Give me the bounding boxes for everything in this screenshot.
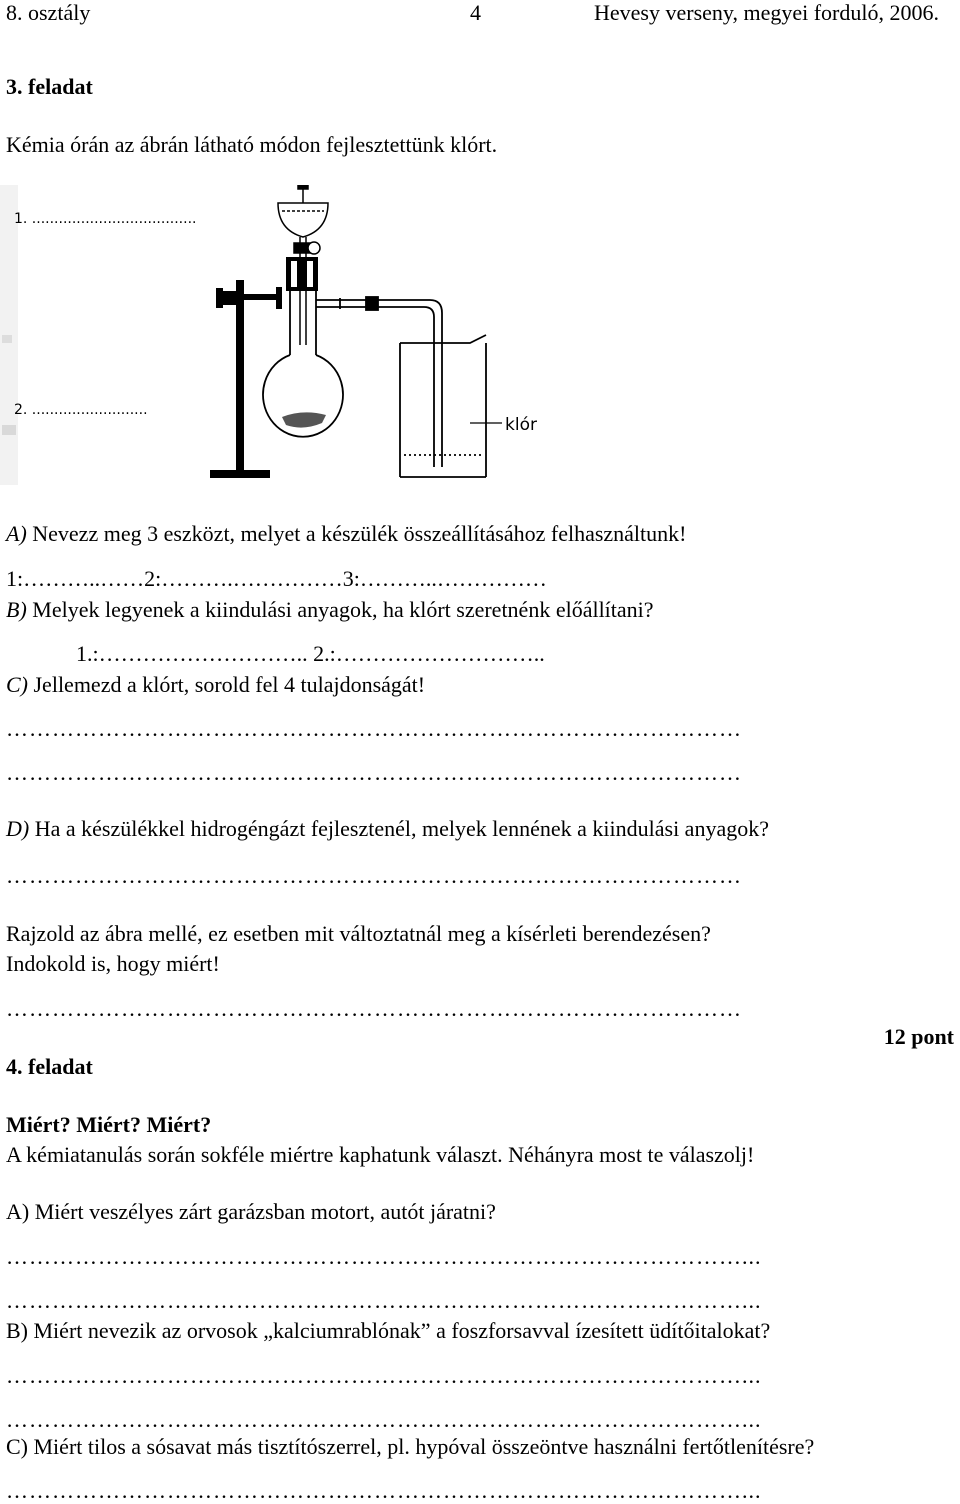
task3-answer-a[interactable]: 1:………..……2:……….……………3:………..……………: [6, 566, 547, 591]
task3-question-d: [6, 816, 769, 842]
task3-answer-b[interactable]: 1.:……………………….. 2.:………………………..: [76, 641, 545, 666]
task4-question-c: [6, 1434, 814, 1460]
letter-a: A): [6, 1199, 30, 1224]
question-a-text: Nevezz meg 3 eszközt, melyet a készülék összeállításához felhasználtunk!: [26, 521, 687, 546]
apparatus-figure: [0, 185, 560, 490]
ring-stand: [210, 280, 282, 478]
task4-question-b: [6, 1318, 770, 1344]
letter-a: A): [6, 521, 27, 546]
task3-points: 12 pont: [883, 1024, 954, 1049]
task3-justify-instruction: Indokold is, hogy miért!: [6, 951, 220, 976]
task3-draw-instruction: Rajzold az ábra mellé, ez esetben mit változtatnál meg a kísérleti berendezésen?: [6, 921, 711, 946]
rubber-stopper: [286, 257, 318, 291]
letter-c: C): [6, 672, 28, 697]
letter-b: B): [6, 1318, 28, 1343]
question-d-text: Ha a készülékkel hidrogéngázt fejlesztenél, melyek lennének a kiindulási anyagok?: [29, 816, 769, 841]
task4-answer-a-line-1[interactable]: ……………………………………………………………………………………...: [6, 1244, 762, 1269]
figure-gas-label: klór: [505, 415, 537, 435]
gas-jar: [400, 335, 486, 477]
question-b-text: Miért nevezik az orvosok „kalciumrablónak” a foszforsavval ízesített üdítőitalokat?: [28, 1318, 771, 1343]
task4-question-a: [6, 1199, 496, 1225]
figure-label-1: 1. .....................................: [14, 211, 197, 227]
task4-answer-b-line-1[interactable]: ……………………………………………………………………………………...: [6, 1363, 762, 1388]
question-c-text: Jellemezd a klórt, sorold fel 4 tulajdonságát!: [28, 672, 426, 697]
task3-answer-d-line[interactable]: ……………………………………………………………………………………: [6, 863, 742, 888]
task3-question-c: [6, 672, 425, 698]
question-c-text: Miért tilos a sósavat más tisztítószerrel, pl. hypóval összeöntve használni fertőtlenítésre?: [28, 1434, 815, 1459]
task3-intro: Kémia órán az ábrán látható módon fejlesztettünk klórt.: [6, 132, 498, 157]
task4-title: 4. feladat: [6, 1054, 93, 1079]
letter-c: C): [6, 1434, 28, 1459]
header-class: 8. osztály: [6, 0, 91, 25]
delivery-tube: [316, 297, 442, 467]
task3-question-a: [6, 521, 687, 547]
question-a-text: Miért veszélyes zárt garázsban motort, autót járatni?: [29, 1199, 496, 1224]
header-competition: Hevesy verseny, megyei forduló, 2006.: [594, 0, 939, 25]
solid-reagent: [282, 412, 326, 427]
task4-intro: A kémiatanulás során sokféle miértre kaphatunk választ. Néhányra most te válaszolj!: [6, 1142, 755, 1167]
task3-title: 3. feladat: [6, 74, 93, 99]
task4-answer-c-line-1[interactable]: ……………………………………………………………………………………...: [6, 1478, 762, 1503]
task4-answer-b-line-2[interactable]: ……………………………………………………………………………………...: [6, 1407, 762, 1432]
question-b-text: Melyek legyenek a kiindulási anyagok, ha klórt szeretnénk előállítani?: [26, 597, 654, 622]
task3-answer-c-line-1[interactable]: ……………………………………………………………………………………: [6, 716, 742, 741]
letter-b: B): [6, 597, 27, 622]
task3-answer-c-line-2[interactable]: ……………………………………………………………………………………: [6, 760, 742, 785]
task4-answer-a-line-2[interactable]: ……………………………………………………………………………………...: [6, 1288, 762, 1313]
letter-d: D): [6, 816, 30, 841]
header-page-number: 4: [470, 0, 481, 25]
task3-draw-answer-line[interactable]: ……………………………………………………………………………………: [6, 996, 742, 1021]
task4-subtitle: Miért? Miért? Miért?: [6, 1112, 212, 1137]
figure-label-2: 2. ..........................: [14, 402, 148, 418]
task3-question-b: [6, 597, 654, 623]
